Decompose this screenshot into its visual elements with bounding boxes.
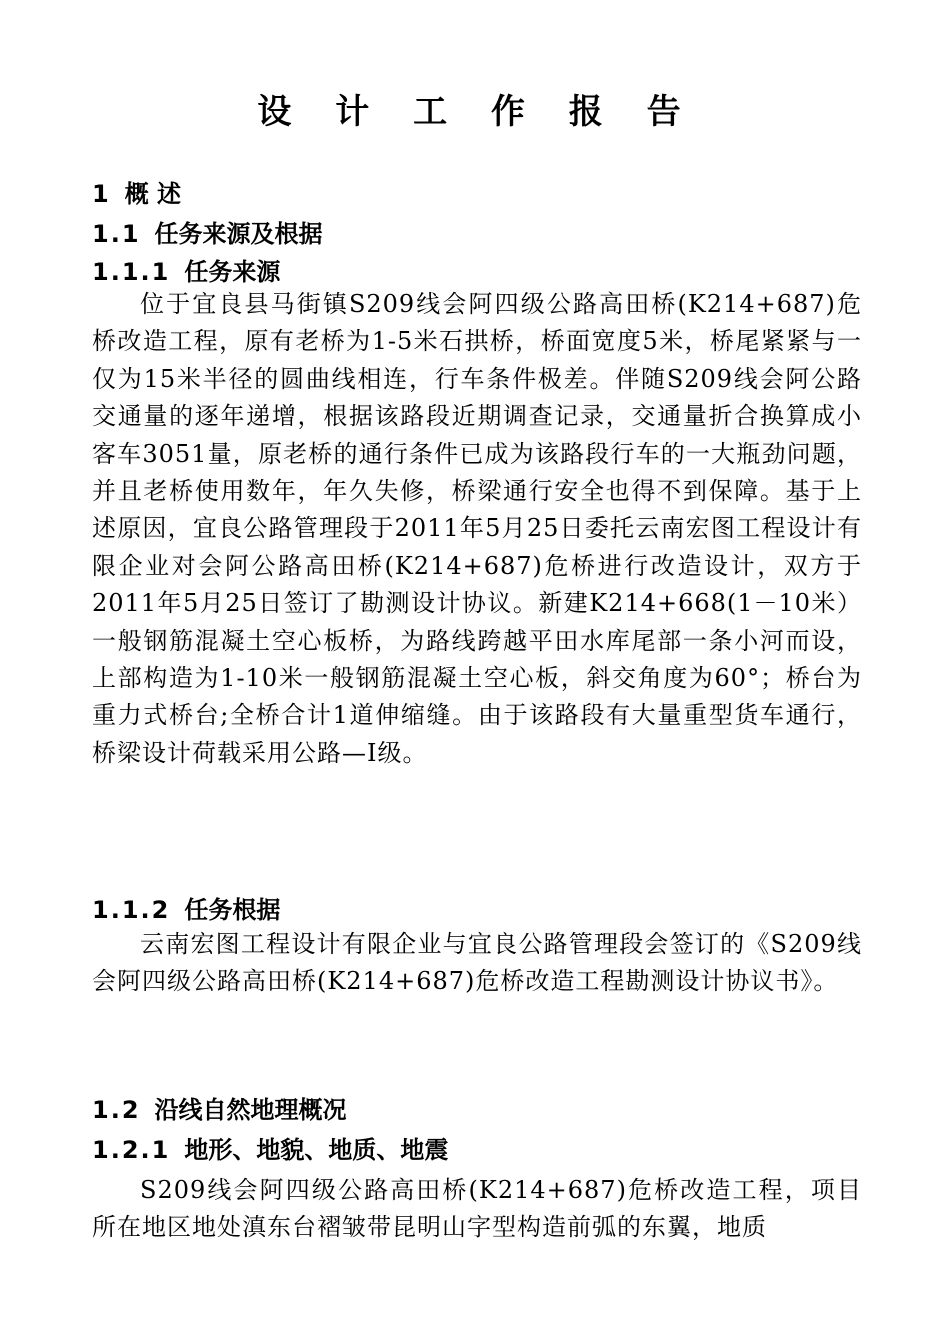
task-basis-paragraph: 云南宏图工程设计有限企业与宜良公路管理段会签订的《S209线会阿四级公路高田桥(K214+687)危桥改造工程勘测设计协议书》。 — [92, 930, 862, 995]
heading-1-2-1 — [92, 1134, 448, 1166]
document-title: 设 计 工 作 报 告 — [257, 92, 697, 132]
heading-1-1-2-title: 任务根据 — [184, 896, 281, 924]
heading-1-title: 概 述 — [124, 180, 182, 208]
heading-1-2-number: 1.2 — [92, 1096, 141, 1124]
heading-1-1-2 — [92, 894, 280, 926]
heading-1-2-1-number: 1.2.1 — [92, 1136, 171, 1164]
heading-1-2 — [92, 1094, 347, 1126]
heading-1-1 — [92, 218, 323, 250]
heading-1-1-title: 任务来源及根据 — [154, 220, 323, 248]
task-source-paragraph: 位于宜良县马街镇S209线会阿四级公路高田桥(K214+687)危桥改造工程，原有老桥为1-5米石拱桥，桥面宽度5米，桥尾紧紧与一仅为15米半径的圆曲线相连，行车条件极差。伴随S209线会阿公路交通量的逐年递增，根据该路段近期调查记录，交通量折合换算成小客车3051量，原老桥的通行条件已成为该路段行车的一大瓶劲问题，并且老桥使用数年，年久失修，桥梁通行安全也得不到保障。基于上述原因，宜良公路管理段于2011年5月25日委托云南宏图工程设计有限企业对会阿公路高田桥(K214+687)危桥进行改造设计，双方于2011年5月25日签订了勘测设计协议。新建K214+668(1－10米）一般钢筋混凝土空心板桥，为路线跨越平田水库尾部一条小河而设，上部构造为1-10米一般钢筋混凝土空心板，斜交角度为60°；桥台为重力式桥台;全桥合计1道伸缩缝。由于该路段有大量重型货车通行，桥梁设计荷载采用公路—Ⅰ级。 — [92, 290, 862, 767]
heading-1 — [92, 178, 181, 210]
heading-1-1-1 — [92, 256, 280, 288]
heading-1-1-number: 1.1 — [92, 220, 141, 248]
heading-1-number: 1 — [92, 180, 111, 208]
heading-1-1-1-title: 任务来源 — [184, 258, 281, 286]
terrain-paragraph: S209线会阿四级公路高田桥(K214+687)危桥改造工程，项目所在地区地处滇东台褶皱带昆明山字型构造前弧的东翼，地质 — [92, 1176, 862, 1241]
document-page — [92, 0, 862, 1344]
heading-1-2-1-title: 地形、地貌、地质、地震 — [184, 1136, 449, 1164]
heading-1-1-2-number: 1.1.2 — [92, 896, 171, 924]
heading-1-1-1-number: 1.1.1 — [92, 258, 171, 286]
heading-1-2-title: 沿线自然地理概况 — [154, 1096, 347, 1124]
